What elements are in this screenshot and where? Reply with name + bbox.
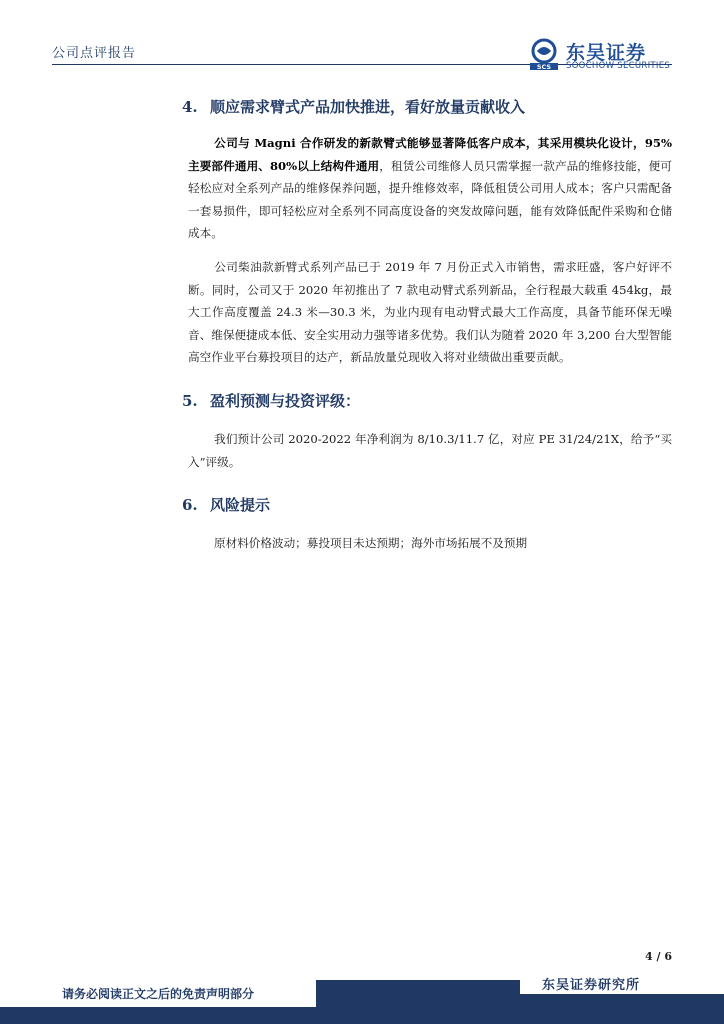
section-5-paragraph-1	[188, 428, 672, 473]
footer-institute-name: 东吴证券研究所	[542, 978, 641, 993]
section-4-paragraph-1	[188, 132, 672, 245]
section-6-paragraph-1	[188, 532, 672, 555]
section-4-paragraph-1-text: ，租赁公司维修人员只需掌握一款产品的维修技能，便可轻松应对全系列产品的维修保养问题，提升维修效率，降低租赁公司用人成本；客户只需配备一套易损件，即可轻松应对全系列不同高度设备的突发故障问题，能有效降低配件采购和仓储成本。	[188, 158, 672, 240]
section-5-title: 盈利预测与投资评级：	[210, 392, 361, 410]
section-6-number: 6.	[182, 496, 198, 514]
section-5-heading	[182, 390, 360, 411]
section-5-number: 5.	[182, 392, 198, 410]
page-number: 4 / 6	[645, 950, 672, 963]
footer-disclaimer: 请务必阅读正文之后的免责声明部分	[62, 987, 255, 1001]
logo-chinese-name: 东吴证券	[566, 42, 647, 64]
section-4-heading	[182, 96, 525, 117]
logo-mark-text: SCS	[536, 63, 552, 70]
section-5-paragraph-1-text: 我们预计公司 2020-2022 年净利润为 8/10.3/11.7 亿，对应 PE 31/24/21X，给予“买入”评级。	[188, 432, 672, 469]
logo-mark-icon	[528, 38, 560, 70]
section-6-paragraph-1-text: 原材料价格波动；募投项目未达预期；海外市场拓展不及预期	[214, 536, 528, 550]
section-6-title: 风险提示	[210, 496, 271, 514]
section-4-paragraph-2-text: 公司柴油款新臂式系列产品已于 2019 年 7 月份正式入市销售，需求旺盛，客户好评不断。同时，公司又于 2020 年初推出了 7 款电动臂式系列新品，全行程最大载重 454kg，最大工作高度覆盖 24.3 米—30.3 米，为业内现有电动臂式最大工作高度，具备节能环保无噪音、维保便捷成本低、安全实用动力强等诸多优势。我们认为随着 2020 年 3,200 台大型智能高空作业平台募投项目的达产，新品放量兑现收入将对业绩做出重要贡献。	[188, 260, 672, 364]
section-4-paragraph-2	[188, 256, 672, 369]
report-type-label: 公司点评报告	[52, 46, 137, 61]
section-4-paragraph-1-emphasis: 公司与 Magni 合作研发的新款臂式能够显著降低客户成本，其采用模块化设计，95%主要部件通用、80%以上结构件通用	[188, 136, 672, 173]
section-4-title: 顺应需求臂式产品加快推进，看好放量贡献收入	[210, 98, 526, 116]
soochow-securities-logo	[528, 38, 674, 72]
section-6-heading	[182, 494, 270, 515]
section-4-number: 4.	[182, 98, 198, 116]
logo-english-name: SOOCHOW SECURITIES	[566, 61, 671, 71]
